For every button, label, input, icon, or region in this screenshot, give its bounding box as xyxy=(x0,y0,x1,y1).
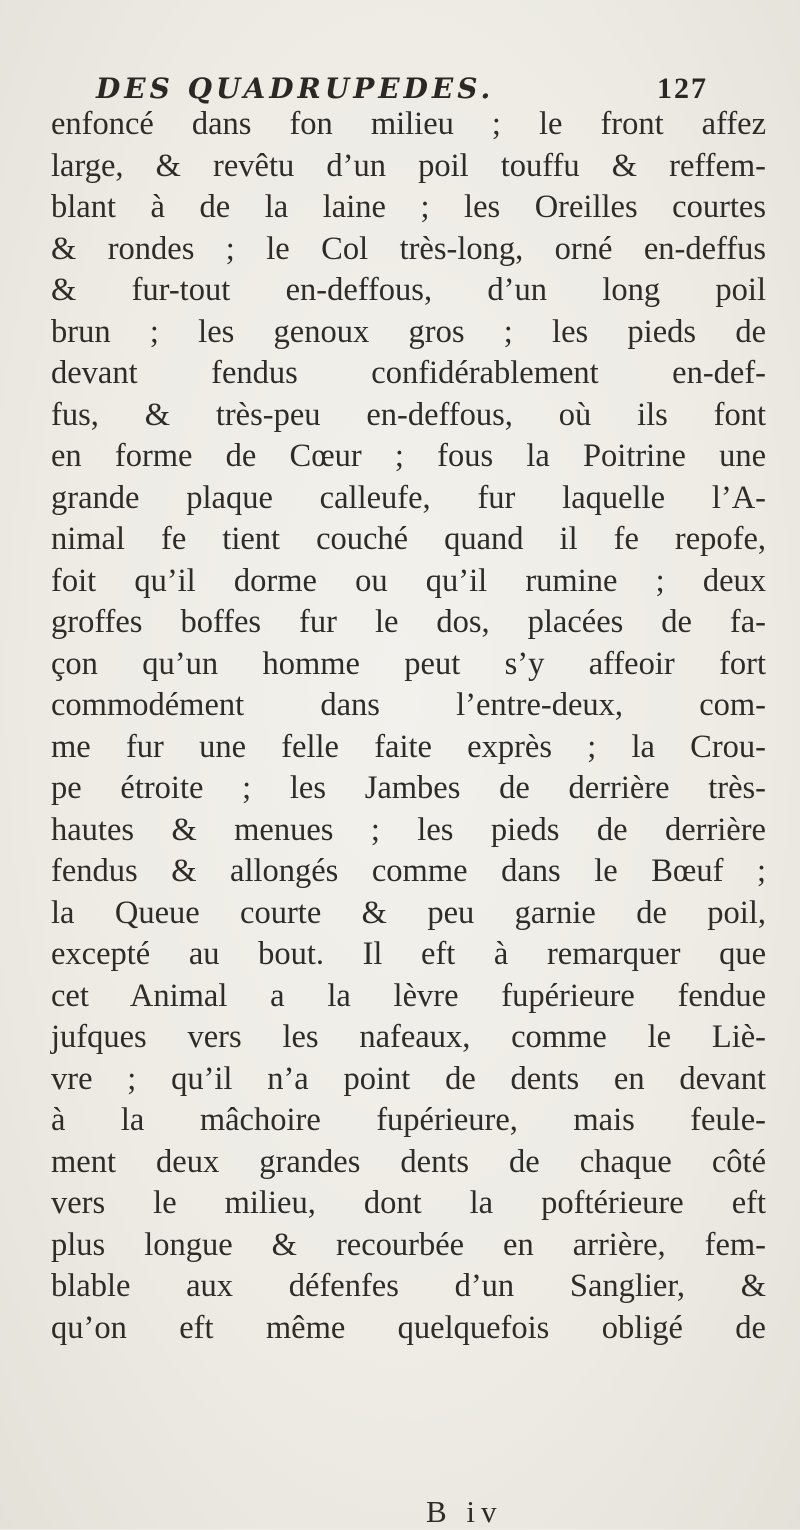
text-line: jufques vers les nafeaux, comme le Liè- xyxy=(51,1019,766,1055)
text-line: çon qu’un homme peut s’y affeoir fort xyxy=(51,645,766,682)
text-line: la Queue courte & peu garnie de poil, xyxy=(51,894,766,931)
text-line: cet Animal a la lèvre fupérieure fendue xyxy=(51,977,766,1014)
text-line: commodément dans l’entre-deux, com- xyxy=(51,687,766,723)
text-line: qu’on eft même quelquefois obligé de xyxy=(51,1309,766,1346)
text-line: groffes boffes fur le dos, placées de fa- xyxy=(51,604,766,640)
text-line: ment deux grandes dents de chaque côté xyxy=(51,1143,766,1180)
text-line: excepté au bout. Il eft à remarquer que xyxy=(51,936,766,972)
text-line: nimal fe tient couché quand il fe repofe, xyxy=(51,521,766,557)
text-line: fus, & très-peu en-deffous, où ils font xyxy=(51,396,766,433)
text-line: vers le milieu, dont la poftérieure eft xyxy=(51,1185,766,1221)
text-line: & fur-tout en-deffous, d’un long poil xyxy=(51,272,766,308)
text-line: devant fendus confidérablement en-def- xyxy=(51,355,766,391)
signature-mark: B iv xyxy=(426,1494,503,1529)
text-line: blant à de la laine ; les Oreilles courtes xyxy=(51,189,766,225)
text-line: foit qu’il dorme ou qu’il rumine ; deux xyxy=(51,562,766,599)
text-line: me fur une felle faite exprès ; la Crou- xyxy=(51,728,766,765)
body-text xyxy=(51,104,766,1349)
text-line: en forme de Cœur ; fous la Poitrine une xyxy=(51,438,766,474)
text-line: hautes & menues ; les pieds de derrière xyxy=(51,811,766,848)
running-head: DES QUADRUPEDES. xyxy=(96,72,495,105)
text-line: blable aux défenfes d’un Sanglier, & xyxy=(51,1268,766,1304)
text-line: enfoncé dans fon milieu ; le front affez xyxy=(51,106,766,142)
text-line: brun ; les genoux gros ; les pieds de xyxy=(51,313,766,350)
text-line: large, & revêtu d’un poil touffu & reffem- xyxy=(51,147,766,184)
text-line: à la mâchoire fupérieure, mais feule- xyxy=(51,1102,766,1138)
text-line: pe étroite ; les Jambes de derrière très- xyxy=(51,770,766,806)
text-line: vre ; qu’il n’a point de dents en devant xyxy=(51,1060,766,1097)
text-line: plus longue & recourbée en arrière, fem- xyxy=(51,1226,766,1263)
text-line: fendus & allongés comme dans le Bœuf ; xyxy=(51,853,766,889)
page-number: 127 xyxy=(657,72,708,105)
text-line: & rondes ; le Col très-long, orné en-deffus xyxy=(51,230,766,267)
text-line: grande plaque calleufe, fur laquelle l’A- xyxy=(51,479,766,516)
